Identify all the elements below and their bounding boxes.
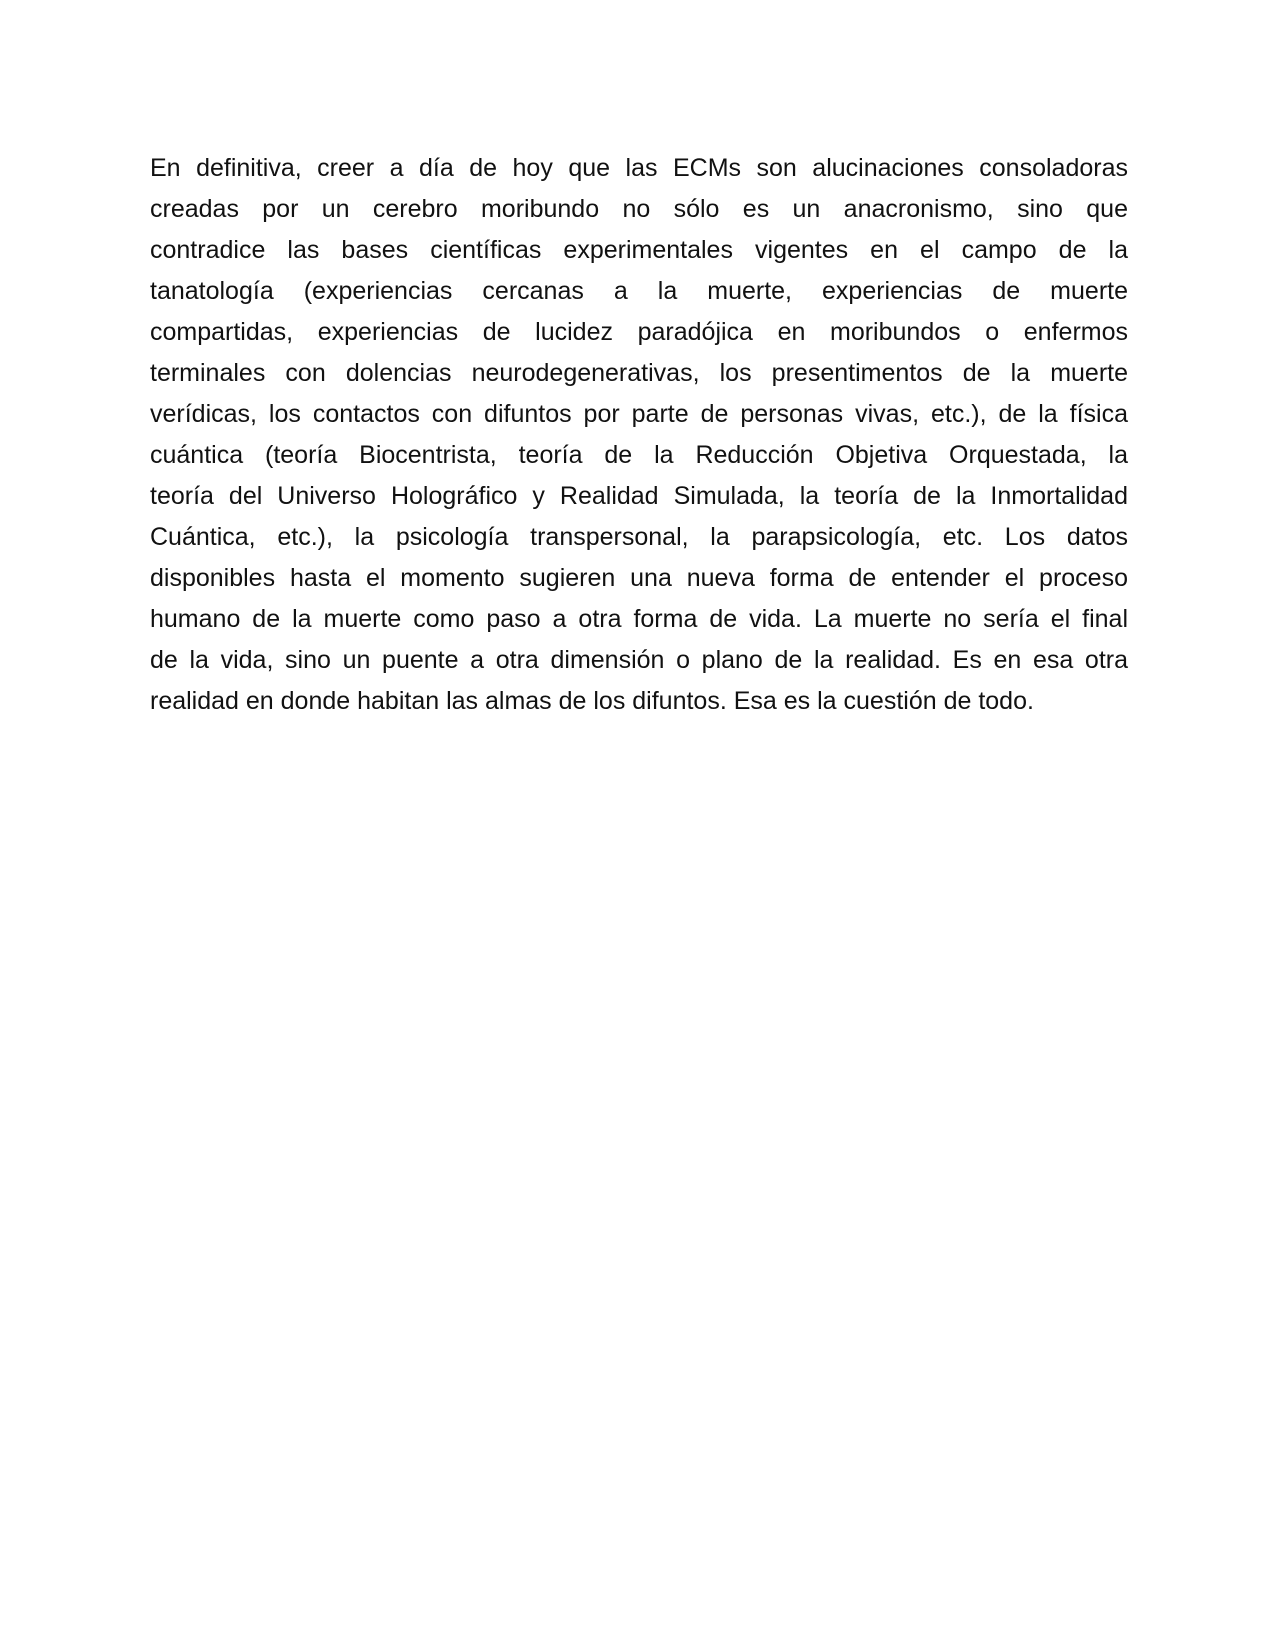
- paragraph-line-10: Cuántica, etc.), la psicología transpersonal, la parapsicología, etc. Los datos: [150, 523, 1128, 551]
- paragraph-line-6: terminales con dolencias neurodegenerativas, los presentimentos de la muerte: [150, 359, 1128, 387]
- paragraph-line-8: cuántica (teoría Biocentrista, teoría de la Reducción Objetiva Orquestada, la: [150, 441, 1128, 469]
- paragraph-line-2: creadas por un cerebro moribundo no sólo es un anacronismo, sino que: [150, 195, 1128, 223]
- paragraph-line-14: realidad en donde habitan las almas de los difuntos. Esa es la cuestión de todo.: [150, 687, 1034, 715]
- paragraph-line-7: verídicas, los contactos con difuntos por parte de personas vivas, etc.), de la física: [150, 400, 1128, 428]
- paragraph-line-12: humano de la muerte como paso a otra forma de vida. La muerte no sería el final: [150, 605, 1128, 633]
- paragraph-line-13: de la vida, sino un puente a otra dimensión o plano de la realidad. Es en esa otra: [150, 646, 1128, 674]
- paragraph-line-11: disponibles hasta el momento sugieren una nueva forma de entender el proceso: [150, 564, 1128, 592]
- body-paragraph: [150, 148, 1128, 722]
- paragraph-line-1: En definitiva, creer a día de hoy que las ECMs son alucinaciones consoladoras: [150, 154, 1128, 182]
- paragraph-line-3: contradice las bases científicas experimentales vigentes en el campo de la: [150, 236, 1128, 264]
- paragraph-line-4: tanatología (experiencias cercanas a la muerte, experiencias de muerte: [150, 277, 1128, 305]
- paragraph-line-5: compartidas, experiencias de lucidez paradójica en moribundos o enfermos: [150, 318, 1128, 346]
- paragraph-line-9: teoría del Universo Holográfico y Realidad Simulada, la teoría de la Inmortalidad: [150, 482, 1128, 510]
